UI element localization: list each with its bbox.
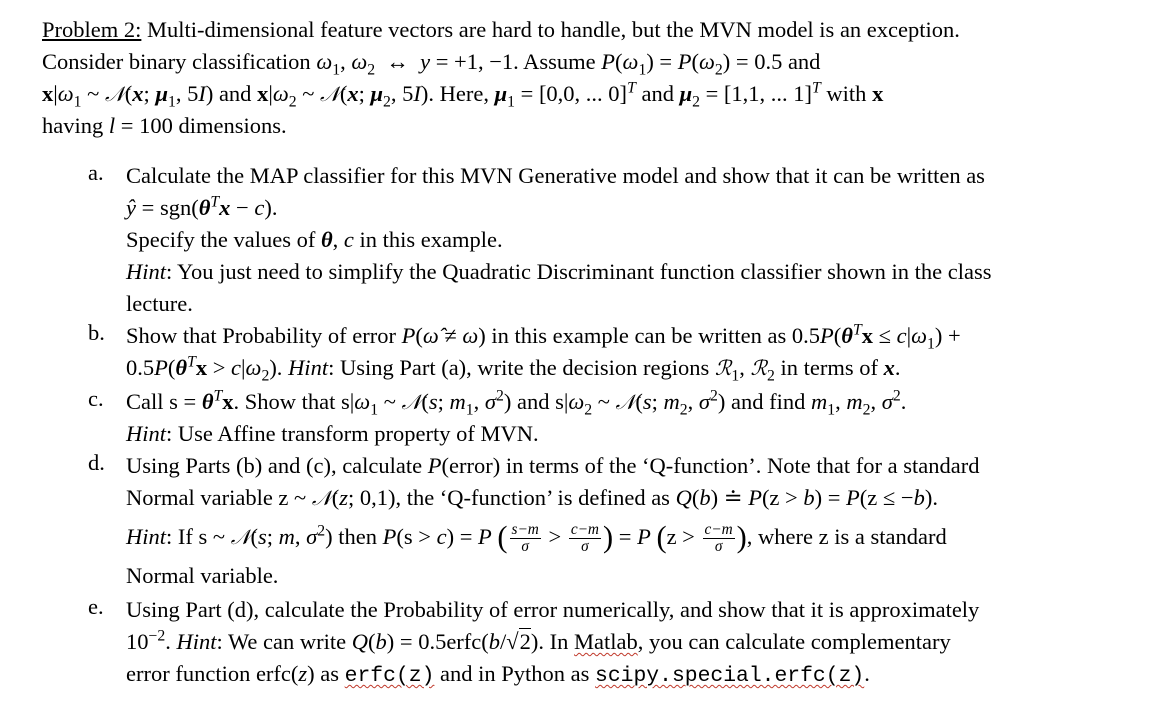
part-d-label: d. bbox=[88, 450, 105, 475]
part-d-line-4: Normal variable. bbox=[126, 563, 279, 588]
intro-line-1: Problem 2: Multi-dimensional feature vectors are hard to handle, but the MVN model is an exception. bbox=[42, 17, 960, 42]
part-d-line-3: Hint: If s ~ 𝒩(s; m, $\sigma^2$) then P(s > c) = P ( $\frac{s-m}{\sigma}$ > $\frac{c-m}{\sigma}$ ) = P (z > $\frac{c-m}{\sigma}$ ), where z is a standard bbox=[126, 520, 947, 556]
part-a-line-2: ŷ = $sgn(\theta^Tx - c)$. bbox=[126, 193, 278, 220]
part-e-line-1: Using Part (d), calculate the Probability of error numerically, and show that it is approximately bbox=[126, 597, 980, 622]
part-b-label: b. bbox=[88, 320, 105, 345]
intro-line-3: $x|\omega_1$ ~ 𝒩(x; $\mu_1$, 5I) and $x|\omega_2$ ~ 𝒩(x; $\mu_2$, 5I). Here, $\mu_1 = [0,0$, ... 0]$^T$ and $\mu_2 = [1,1$, ... 1]$^T$ with x bbox=[42, 79, 884, 111]
part-d-line-1: Using Parts (b) and (c), calculate P(error) in terms of the ‘Q-function’. Note that for a standard bbox=[126, 453, 980, 478]
part-a-label: a. bbox=[88, 160, 104, 185]
part-b-line-1: Show that Probability of error P(ω̂ ≠ ω) in this example can be written as $0.5P(\theta^Tx \le c|\omega_1)$ + bbox=[126, 321, 961, 353]
part-c-line-1: Call $s = \theta^Tx$. Show that $s|\omega_1$ ~ 𝒩(s; $m_1$, $\sigma^2$) and $s|\omega_2$ ~ 𝒩(s; $m_2$, $\sigma^2$) and find $m_1$, $m_2$, $\sigma^2$. bbox=[126, 387, 907, 419]
part-e-line-3: error function erfc(z) as erfc(z) and in Python as scipy.special.erfc(z). bbox=[126, 661, 870, 688]
part-a-line-5: lecture. bbox=[126, 291, 193, 316]
part-e-line-2: $10^{-2}$. Hint: We can write Q(b) = 0.5erfc(b/√2). In Matlab, you can calculate complementary bbox=[126, 627, 951, 654]
intro-line-2: Consider binary classification $\omega_1$, $\omega_2$ ↔ y = +1, −1. Assume $P(\omega_1) = P(\omega_2) = 0.5$ and bbox=[42, 49, 821, 79]
part-e-label: e. bbox=[88, 594, 104, 619]
part-d-line-2: Normal variable z ~ 𝒩(z; 0,1), the ‘Q-function’ is defined as Q(b) ≐ P(z > b) = P(z ≤ −b). bbox=[126, 485, 938, 510]
part-b-line-2: $0.5P(\theta^Tx > c|\omega_2)$. Hint: Using Part (a), write the decision regions ℛ$_1$, ℛ$_2$ in terms of x. bbox=[126, 353, 901, 385]
part-a-line-1: Calculate the MAP classifier for this MVN Generative model and show that it can be written as bbox=[126, 163, 985, 188]
problem-statement bbox=[42, 14, 1132, 142]
problem-label: Problem 2: bbox=[42, 17, 142, 42]
part-c-label: c. bbox=[88, 386, 104, 411]
intro-line-4: having l = 100 dimensions. bbox=[42, 113, 287, 138]
part-a-line-4: Hint: You just need to simplify the Quadratic Discriminant function classifier shown in the class bbox=[126, 259, 992, 284]
part-c-line-2: Hint: Use Affine transform property of MVN. bbox=[126, 421, 539, 446]
part-a-line-3: Specify the values of θ, c in this example. bbox=[126, 227, 503, 252]
